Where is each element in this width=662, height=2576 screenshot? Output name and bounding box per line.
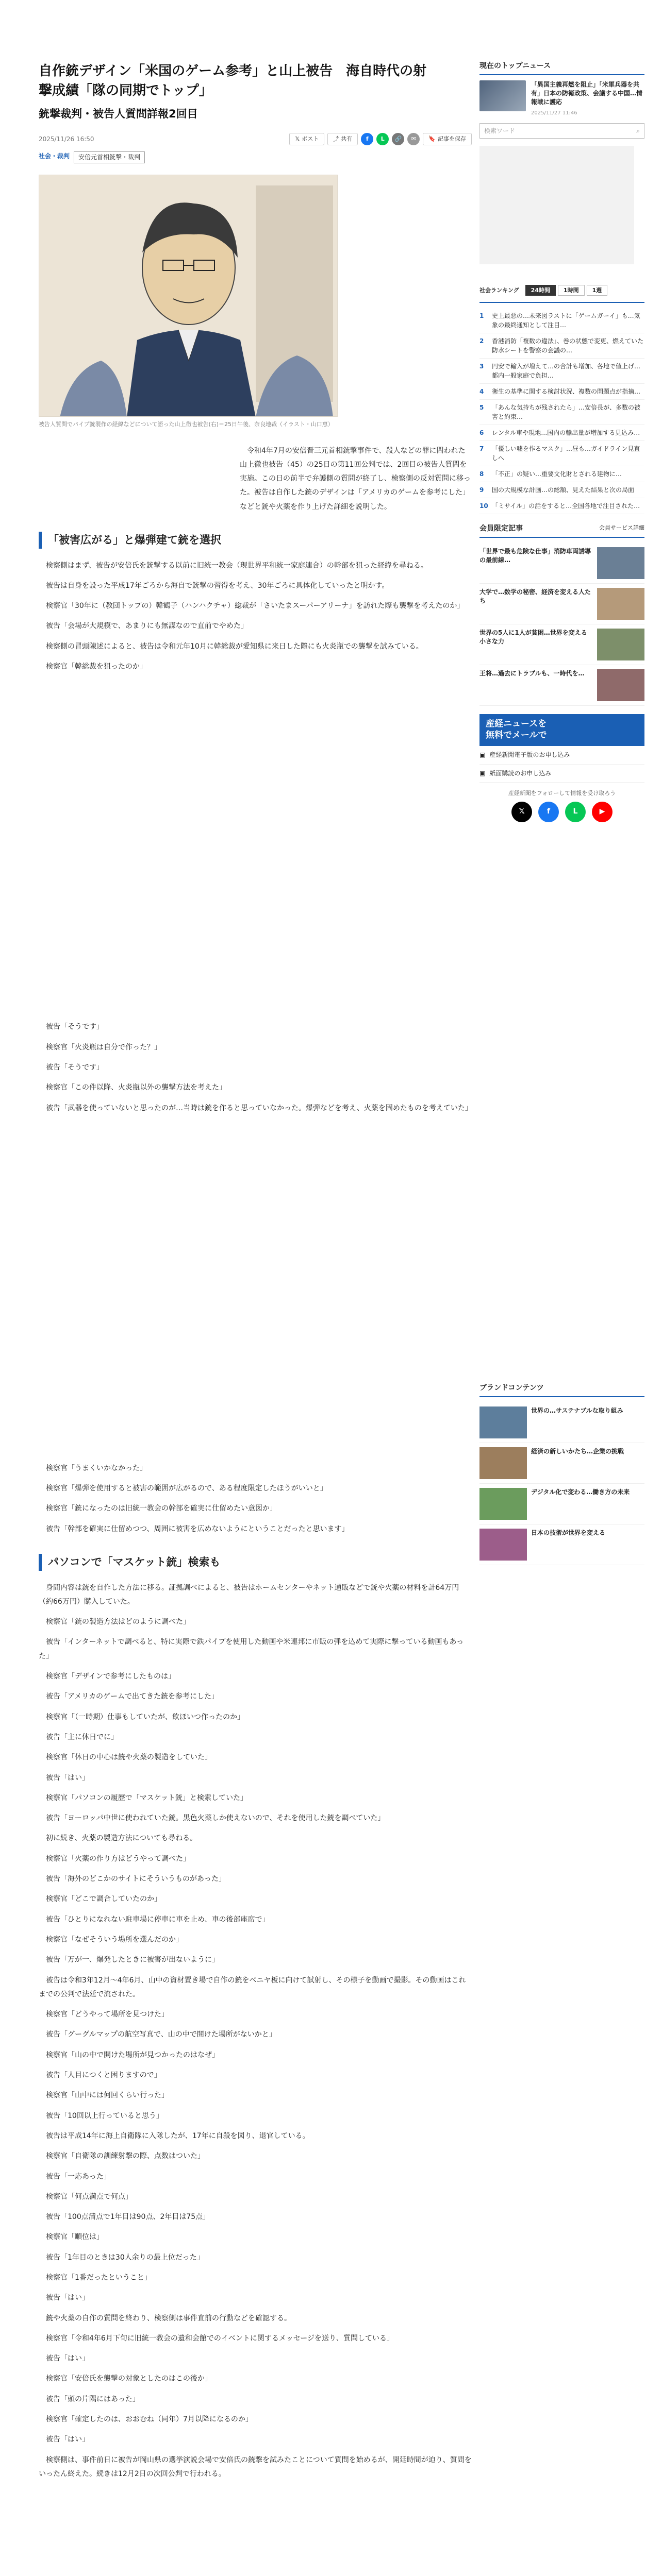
section-heading-1: 「被害広がる」と爆弾建て銃を選択 xyxy=(39,532,472,549)
paragraph: 検察官「1番だったということ」 xyxy=(46,2273,152,2282)
paragraph: 被告「そうです」 xyxy=(46,1063,104,1072)
paragraph: 検察官「休日の中心は銃や火薬の製造をしていた」 xyxy=(46,1753,212,1762)
brand-heading: ブランドコンテンツ xyxy=(479,1383,644,1397)
paragraph: 検察官「（一時期）仕事もしていたが、飲ほいつ作ったのか」 xyxy=(46,1713,244,1721)
newsletter-banner[interactable]: 産経ニュースを 無料でメールで xyxy=(479,714,644,746)
paragraph: 被告「万が一、爆発したときに被害が出ないように」 xyxy=(46,1956,219,1964)
paragraph: 被告「インターネットで調べると、特に実際で鉄パイプを使用した動画や米連邦に市販の弾を込めて実際に撃っている動画もあった」 xyxy=(39,1638,464,1660)
paragraph: 検察官「何点満点で何点」 xyxy=(46,2192,133,2201)
brand-thumbnail xyxy=(479,1529,527,1561)
ad-space xyxy=(39,680,472,1020)
bookmark-icon: 🔖 xyxy=(428,135,436,143)
paragraph: 被告「はい」 xyxy=(46,2294,89,2302)
member-heading: 会員限定記事 会員サービス詳細 xyxy=(479,523,644,538)
tags xyxy=(39,151,472,163)
paragraph: 検察側の冒頭陳述によると、被告は令和元年10月に韓総裁が愛知県に来日した際にも火炎瓶での襲撃を試みている。 xyxy=(46,642,423,651)
search-placeholder: 検索ワード xyxy=(484,127,516,135)
paragraph: 検察官「韓総裁を狙ったのか」 xyxy=(46,663,147,671)
doc-icon: ▣ xyxy=(479,751,486,759)
paragraph: 被告は令和3年12月～4年6月、山中の資材置き場で自作の銃をベニヤ板に向けて試射し、その様子を動画で撮影。その動画はこれまでの公判で法廷で流された。 xyxy=(39,1976,466,1998)
paragraph: 被告「はい」 xyxy=(46,2354,89,2363)
brand-item[interactable]: 世界の…サステナブルな取り組み xyxy=(479,1402,644,1443)
facebook-icon[interactable]: f xyxy=(538,802,559,822)
paragraph: 被告「一応あった」 xyxy=(46,2172,111,2181)
doc-icon: ▣ xyxy=(479,769,486,777)
follow-text: 産経新聞をフォローして情報を受け取ろう xyxy=(508,790,616,797)
link-icon[interactable]: 🔗 xyxy=(392,133,404,145)
paragraph: 検察官「火薬の作り方はどうやって調べた」 xyxy=(46,1854,190,1863)
ranking-heading xyxy=(479,285,644,303)
paragraph: 検察官「山の中で開けた場所が見つかったのはなぜ」 xyxy=(46,2050,219,2059)
paragraph: 検察官「デザインで参考にしたものは」 xyxy=(46,1672,176,1681)
line-icon[interactable]: L xyxy=(565,802,586,822)
paragraph: 被告「人目につくと困りますので」 xyxy=(46,2071,161,2080)
paragraph: 検察官「確定したのは、おおむね（同年）7月以降になるのか」 xyxy=(46,2415,253,2424)
share-button[interactable]: ⤴ 共有 xyxy=(327,133,358,145)
paragraph: 検察官「山中には何回くらい行った」 xyxy=(46,2091,169,2100)
article-title: 自作銃デザイン「米国のゲーム参考」と山上被告 海自時代の射 撃成績「隊の同期でトップ」 xyxy=(39,63,427,98)
paragraph: 検察官「銃になったのは旧統一教会の幹部を確実に仕留めたい意図か」 xyxy=(46,1504,277,1513)
intro-paragraph: 令和4年7月の安倍晋三元首相銃撃事件で、殺人などの罪に問われた山上徹也被告（45）の25日の第11回公判では、2回目の被告人質問を実施。この日の前半で弁護側の質問が終了し、検察側の反対質問に移った。被告は自作した銃のデザインは「アメリカのゲームを参考にした」などと銃や火薬を作り上げた詳細を説明した。 xyxy=(240,446,471,511)
paragraph: 検察官「順位は」 xyxy=(46,2233,104,2242)
paragraph: 検察官「爆弾を使用すると被害の範囲が広がるので、ある程度限定したほうがいいと」 xyxy=(46,1484,327,1493)
topic-tag[interactable]: 安倍元首相銃撃・裁判 xyxy=(74,151,145,163)
paragraph: 銃や火薬の自作の質問を終わり、検察側は事件直前の行動などを確認する。 xyxy=(46,2314,291,2323)
top-news-heading: 現在のトップニュース xyxy=(479,61,644,75)
share-icon: ⤴ xyxy=(333,135,339,143)
category-link[interactable]: 社会・裁判 xyxy=(39,152,70,160)
ranking-tabs xyxy=(479,285,644,296)
meta-row xyxy=(39,133,472,145)
paragraph: 検察官「この件以降、火炎瓶以外の襲撃方法を考えた」 xyxy=(46,1083,226,1092)
paragraph: 被告は平成14年に海上自衛隊に入隊したが、17年に自殺を図り、退官している。 xyxy=(46,2131,310,2140)
paragraph: 検察官「銃の製造方法はどのように調べた」 xyxy=(46,1618,190,1626)
paragraph: 被告「グーグルマップの航空写真で、山の中で開けた場所がないかと」 xyxy=(46,2030,276,2039)
member-article[interactable]: 「世界で最も危険な仕事」消防車両誘導の最前線… xyxy=(479,543,644,584)
brand-item[interactable]: デジタル化で変わる…働き方の未来 xyxy=(479,1484,644,1524)
member-thumbnail xyxy=(597,669,644,701)
ranking-item[interactable]: 6 レンタル車や現地…国内の輸出量が増加する見込み… xyxy=(479,425,644,441)
member-article[interactable]: 世界の5人に1人が貧困…世界を変える小さな力 xyxy=(479,624,644,665)
ranking-item[interactable]: 1 史上最悪の…未来図ラストに「ゲームガーイ」も…気象の最終通知として注目… xyxy=(479,308,644,333)
paragraph: 検察側はまず、被告が安倍氏を銃撃する以前に旧統一教会（現世界平和統一家庭連合）の幹部を狙った経緯を尋ねる。 xyxy=(46,561,428,570)
ranking-list xyxy=(479,308,644,514)
top-news-title: 「異国主義再燃を阻止」「米軍兵器を共有」日本の防衛政策、会議する中国…情報戦に護応 xyxy=(531,80,643,106)
brand-item[interactable]: 日本の技術が世界を変える xyxy=(479,1524,644,1565)
member-more-link[interactable]: 会員サービス詳細 xyxy=(599,524,644,532)
ranking-item[interactable]: 2 香港消防「複数の違法」、巻の状態で変更、燃えていた防水シートを警察の会議の… xyxy=(479,333,644,359)
paragraph: 被告「ひとりになれない駐車場に停車に車を止め、車の後部座席で」 xyxy=(46,1915,270,1924)
line-icon[interactable]: L xyxy=(376,133,389,145)
search-box[interactable] xyxy=(479,123,644,139)
paragraph: 検察官「うまくいかなかった」 xyxy=(46,1464,147,1472)
brand-thumbnail xyxy=(479,1447,527,1479)
member-thumbnail xyxy=(597,547,644,579)
top-news-item[interactable] xyxy=(479,80,644,117)
brand-item[interactable]: 経済の新しいかたち…企業の挑戦 xyxy=(479,1443,644,1484)
paragraph: 検察官「安倍氏を襲撃の対象としたのはこの後か」 xyxy=(46,2375,212,2383)
sns-row xyxy=(479,802,644,822)
digital-subscribe-link[interactable]: ▣ 産経新聞電子版のお申し込み xyxy=(479,746,644,765)
section-heading-2: パソコンで「マスケット銃」検索も xyxy=(39,1554,472,1571)
paragraph: 検察官「なぜそういう場所を選んだのか」 xyxy=(46,1935,183,1944)
brand-thumbnail xyxy=(479,1488,527,1520)
facebook-icon[interactable]: f xyxy=(361,133,373,145)
paragraph: 検察官「令和4年6月下旬に旧統一教会の遺和会館でのイベントに関するメッセージを送り、質問している」 xyxy=(46,2334,394,2343)
post-button[interactable]: 𝕏 ポスト xyxy=(289,133,324,145)
illustration-svg xyxy=(39,175,338,417)
member-article[interactable]: 大学で…数学の秘密、経済を変える人たち xyxy=(479,584,644,624)
image-caption: 被告人質問でパイプ銃製作の経緯などについて語った山上徹也被告(右)＝25日午後、奈良地裁（イラスト・山口恵） xyxy=(39,420,334,428)
save-button[interactable]: 🔖 記事を保存 xyxy=(423,133,472,145)
courtroom-illustration xyxy=(39,175,338,417)
paragraph: 被告「海外のどこかのサイトにそういうものがあった」 xyxy=(46,1875,226,1884)
paragraph: 被告「はい」 xyxy=(46,1773,89,1782)
ranking-item[interactable]: 8 「不正」の疑い…重要文化財とされる建物に… xyxy=(479,466,644,482)
paragraph: 被告「10回以上行っていると思う」 xyxy=(46,2111,163,2120)
top-news-thumbnail xyxy=(479,80,526,111)
paragraph: 被告「1年目のときは30人余りの最上位だった」 xyxy=(46,2253,204,2262)
paragraph: 被告「頭の片隅にはあった」 xyxy=(46,2395,140,2403)
ranking-title: 社会ランキング xyxy=(479,287,519,294)
paragraph: 検察官「パソコンの履歴で「マスケット銃」と検索していた」 xyxy=(46,1793,248,1802)
paragraph: 検察側は、事件前日に被告が岡山県の選挙演説会場で安倍氏の銃撃を試みたことについて質問を始めるが、開廷時間が迫り、質問をいったん終えた。続きは12月2日の次回公判で行われる。 xyxy=(39,2455,472,2478)
sidebar-spacer xyxy=(479,822,644,1374)
paragraph: 被告「アメリカのゲームで出てきた銃を参考にした」 xyxy=(46,1692,219,1701)
advertisement xyxy=(479,146,634,264)
publish-date: 2025/11/26 16:50 xyxy=(39,135,94,143)
ad-space xyxy=(39,1122,472,1462)
mail-icon[interactable]: ✉ xyxy=(407,133,420,145)
paragraph: 被告「武器を使っていないと思ったのが…当時は銃を作ると思っていなかった。爆弾などを考え、火薬を固めたものを考えていた」 xyxy=(46,1104,472,1112)
paragraph: 検察官「30年に（教団トップの）韓鶴子（ハンハクチャ）総裁が「さいたまスーパーアリーナ」を訪れた際も襲撃を考えたのか」 xyxy=(46,602,465,611)
x-icon: 𝕏 xyxy=(295,135,300,143)
sidebar xyxy=(479,61,644,1565)
ranking-item[interactable]: 3 円安で輸入が増えて…の合計も増加、各地で値上げ…都内一般家庭で負担… xyxy=(479,359,644,384)
paragraph: 検察官「どうやって場所を見つけた」 xyxy=(46,2010,169,2019)
tab-24h[interactable]: 24時間 xyxy=(525,285,556,296)
x-icon[interactable]: 𝕏 xyxy=(511,802,532,822)
article xyxy=(39,62,472,2487)
paragraph: 被告「会場が大規模で、あまりにも無謀なので直前でやめた」 xyxy=(46,622,248,631)
ranking-item[interactable]: 10 「ミサイル」の話をすると…全国各地で注目された… xyxy=(479,498,644,514)
paragraph: 被告「主に休日でに」 xyxy=(46,1733,118,1741)
paragraph: 初に続き、火薬の製造方法についても尋ねる。 xyxy=(46,1834,197,1843)
share-row xyxy=(289,133,472,145)
ranking-item[interactable]: 7 「優しい嘘を作るマスク」…昼も…ガイドライン見直しへ xyxy=(479,441,644,466)
paragraph: 身間内容は銃を自作した方法に移る。証拠調べによると、被告はホームセンターやネット通販などで銃や火薬の材料を計64万円（約66万円）購入していた。 xyxy=(39,1583,459,1606)
ranking-item[interactable]: 9 国の大規模な計画…の総額、見えた結果と次の局面 xyxy=(479,482,644,498)
paragraph: 検察官「どこで調合していたのか」 xyxy=(46,1895,161,1904)
youtube-icon[interactable]: ▶ xyxy=(592,802,613,822)
member-thumbnail xyxy=(597,588,644,620)
member-thumbnail xyxy=(597,629,644,660)
ranking-item[interactable]: 5 「あんな気持ちが残されたら」…安倍長が、多数の被害と約束… xyxy=(479,400,644,425)
paragraph: 検察官「自衛隊の訓練射撃の際、点数はついた」 xyxy=(46,2152,205,2161)
paragraph: 検察官「火炎瓶は自分で作った？」 xyxy=(46,1043,161,1052)
paragraph: 被告「はい」 xyxy=(46,2435,89,2444)
search-icon[interactable]: ⌕ xyxy=(636,127,640,135)
paragraph: 被告「幹部を確実に仕留めつつ、周囲に被害を広めないようにということだったと思います」 xyxy=(46,1524,349,1533)
brand-thumbnail xyxy=(479,1406,527,1438)
paragraph: 被告は自身を設った平成17年ごろから海自で銃撃の習得を考え、30年ごろに具体化していったと明かす。 xyxy=(46,581,389,590)
tab-1w[interactable]: 1週 xyxy=(587,285,608,296)
ranking-item[interactable]: 4 衛生の基準に関する検討状況、複数の問題点が指摘… xyxy=(479,384,644,400)
top-news-date: 2025/11/27 11:46 xyxy=(531,110,577,116)
paragraph: 被告「ヨーロッパ中世に使われていた銃。黒色火薬しか使えないので、それを使用した銃を調べていた」 xyxy=(46,1814,385,1823)
article-subtitle: 銃撃裁判・被告人質問詳報2回目 xyxy=(39,108,198,121)
paragraph: 被告「100点満点で1年目は90点、2年目は75点」 xyxy=(46,2213,210,2222)
paragraph: 被告「そうです」 xyxy=(46,1023,104,1031)
paper-subscribe-link[interactable]: ▣ 紙面購読のお申し込み xyxy=(479,765,644,783)
tab-1h[interactable]: 1時間 xyxy=(558,285,585,296)
member-article[interactable]: 王将…過去にトラブルも、一時代を… xyxy=(479,665,644,706)
